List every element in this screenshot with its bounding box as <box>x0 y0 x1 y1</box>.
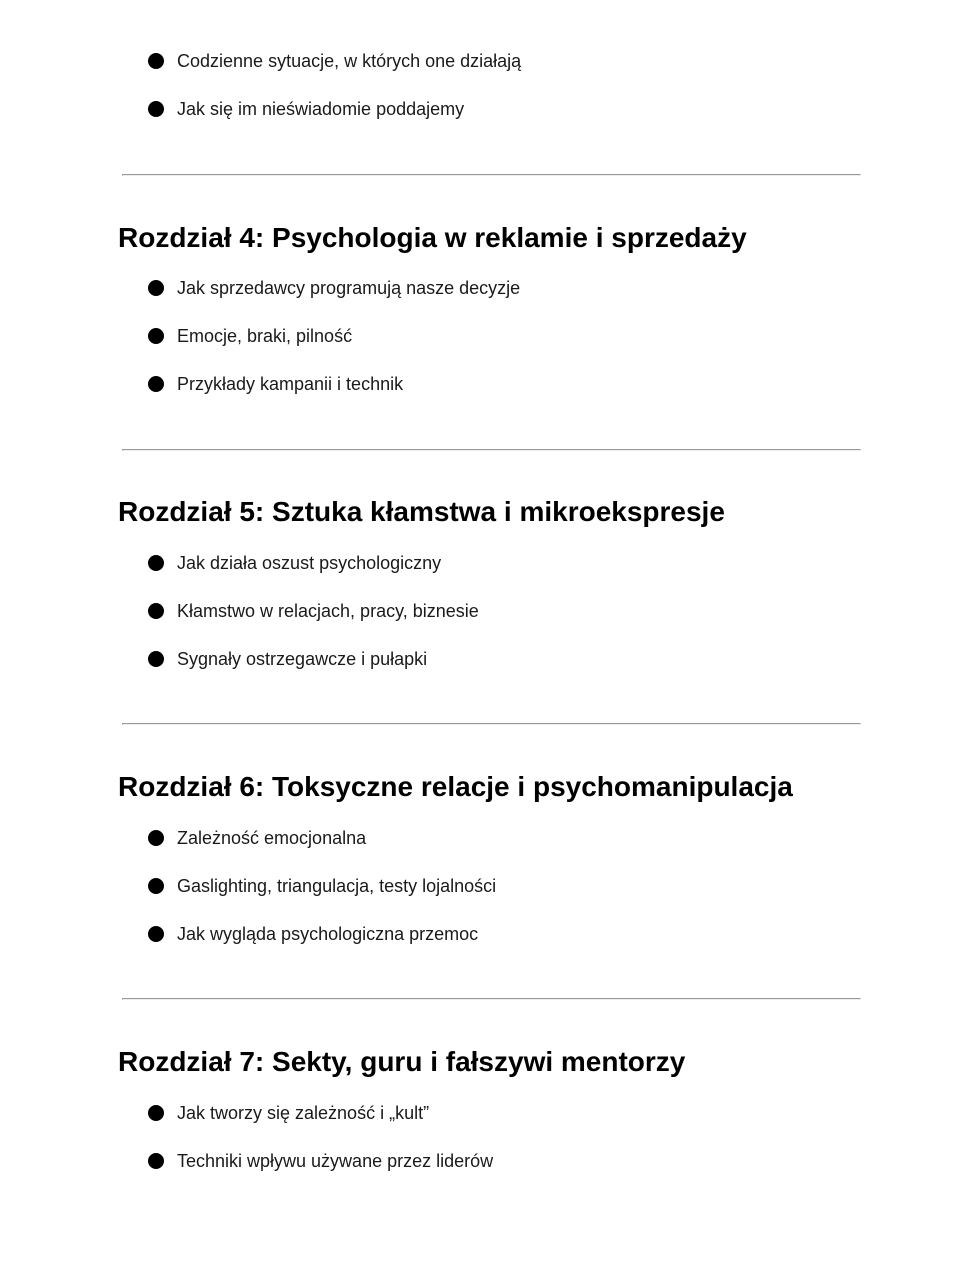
list-item <box>148 873 496 921</box>
bullet-icon <box>148 603 164 619</box>
list-item-text: Jak sprzedawcy programują nasze decyzje <box>177 278 521 298</box>
bullet-icon <box>148 555 164 571</box>
list-item-text: Przykłady kampanii i technik <box>177 374 404 394</box>
chapter-6-title: Rozdział 6: Toksyczne relacje i psychomanipulacja <box>118 771 793 802</box>
list-item-text: Jak działa oszust psychologiczny <box>177 553 442 573</box>
list-item-text: Zależność emocjonalna <box>177 828 367 848</box>
chapter-7-title: Rozdział 7: Sekty, guru i fałszywi mentorzy <box>118 1046 686 1077</box>
list-item-text: Jak się im nieświadomie poddajemy <box>177 99 465 119</box>
list-item-text: Sygnały ostrzegawcze i pułapki <box>177 649 428 669</box>
bullet-icon <box>148 280 164 296</box>
section-divider <box>122 998 861 1000</box>
bullet-icon <box>148 830 164 846</box>
list-item <box>148 96 521 144</box>
list-item-text: Jak wygląda psychologiczna przemoc <box>177 924 479 944</box>
list-item <box>148 921 496 969</box>
bullet-icon <box>148 926 164 942</box>
bullet-icon <box>148 1153 164 1169</box>
chapter-5-bullet-list <box>148 550 479 694</box>
list-item <box>148 48 521 96</box>
list-item <box>148 550 479 598</box>
section-divider <box>122 723 861 725</box>
chapter-7-bullet-list <box>148 1100 493 1196</box>
bullet-icon <box>148 328 164 344</box>
section-divider <box>122 449 861 451</box>
list-item-text: Kłamstwo w relacjach, pracy, biznesie <box>177 601 479 621</box>
list-item <box>148 371 520 419</box>
list-item-text: Techniki wpływu używane przez liderów <box>177 1151 494 1171</box>
intro-bullet-list <box>148 48 521 144</box>
bullet-icon <box>148 53 164 69</box>
list-item-text: Jak tworzy się zależność i „kult” <box>177 1103 430 1123</box>
bullet-icon <box>148 101 164 117</box>
bullet-icon <box>148 878 164 894</box>
list-item-text: Codzienne sytuacje, w których one działają <box>177 51 522 71</box>
list-item-text: Emocje, braki, pilność <box>177 326 353 346</box>
list-item <box>148 1148 493 1196</box>
chapter-4-bullet-list <box>148 275 520 419</box>
list-item <box>148 323 520 371</box>
list-item <box>148 646 479 694</box>
bullet-icon <box>148 651 164 667</box>
chapter-6-bullet-list <box>148 825 496 969</box>
list-item <box>148 275 520 323</box>
list-item-text: Gaslighting, triangulacja, testy lojalności <box>177 876 497 896</box>
chapter-5-title: Rozdział 5: Sztuka kłamstwa i mikroekspresje <box>118 496 725 527</box>
list-item <box>148 1100 493 1148</box>
list-item <box>148 598 479 646</box>
chapter-4-title: Rozdział 4: Psychologia w reklamie i sprzedaży <box>118 222 747 253</box>
list-item <box>148 825 496 873</box>
bullet-icon <box>148 376 164 392</box>
bullet-icon <box>148 1105 164 1121</box>
section-divider <box>122 174 861 176</box>
